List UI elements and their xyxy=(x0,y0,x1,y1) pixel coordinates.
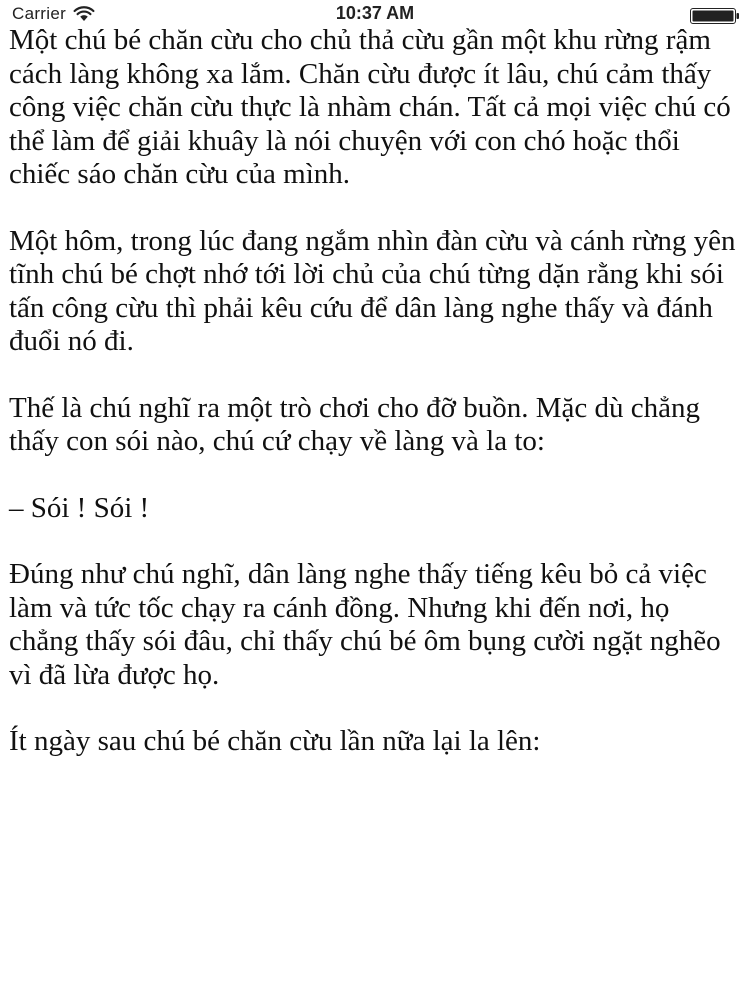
story-paragraph: Ít ngày sau chú bé chăn cừu lần nữa lại la lên: xyxy=(9,725,541,757)
story-text xyxy=(9,24,741,792)
story-paragraph: Một chú bé chăn cừu cho chủ thả cừu gần một khu rừng rậm cách làng không xa lắm. Chăn cừu được ít lâu, chú cảm thấy công việc chăn cừu thực là nhàm chán. Tất cả mọi việc chú có thể làm để giải khuây là nói chuyện với con chó hoặc thổi chiếc sáo chăn cừu của mình. xyxy=(9,24,731,190)
story-paragraph: – Sói ! Sói ! xyxy=(9,491,150,524)
carrier-label: Carrier xyxy=(12,4,67,23)
status-time: 10:37 AM xyxy=(335,3,415,23)
story-paragraph: Một hôm, trong lúc đang ngắm nhìn đàn cừu và cánh rừng yên tĩnh chú bé chợt nhớ tới lời chủ của chú từng dặn rằng khi sói tấn công cừu thì phải kêu cứu để dân làng nghe thấy và đánh đuổi nó đi. xyxy=(9,224,736,357)
battery-icon xyxy=(690,8,740,24)
story-paragraph: Đúng như chú nghĩ, dân làng nghe thấy tiếng kêu bỏ cả việc làm và tức tốc chạy ra cánh đồng. Nhưng khi đến nơi, họ chẳng thấy sói đâu, chỉ thấy chú bé ôm bụng cười ngặt nghẽo vì đã lừa được họ. xyxy=(9,558,721,691)
story-paragraph: Thế là chú nghĩ ra một trò chơi cho đỡ buồn. Mặc dù chẳng thấy con sói nào, chú cứ chạy về làng và la to: xyxy=(9,391,701,457)
